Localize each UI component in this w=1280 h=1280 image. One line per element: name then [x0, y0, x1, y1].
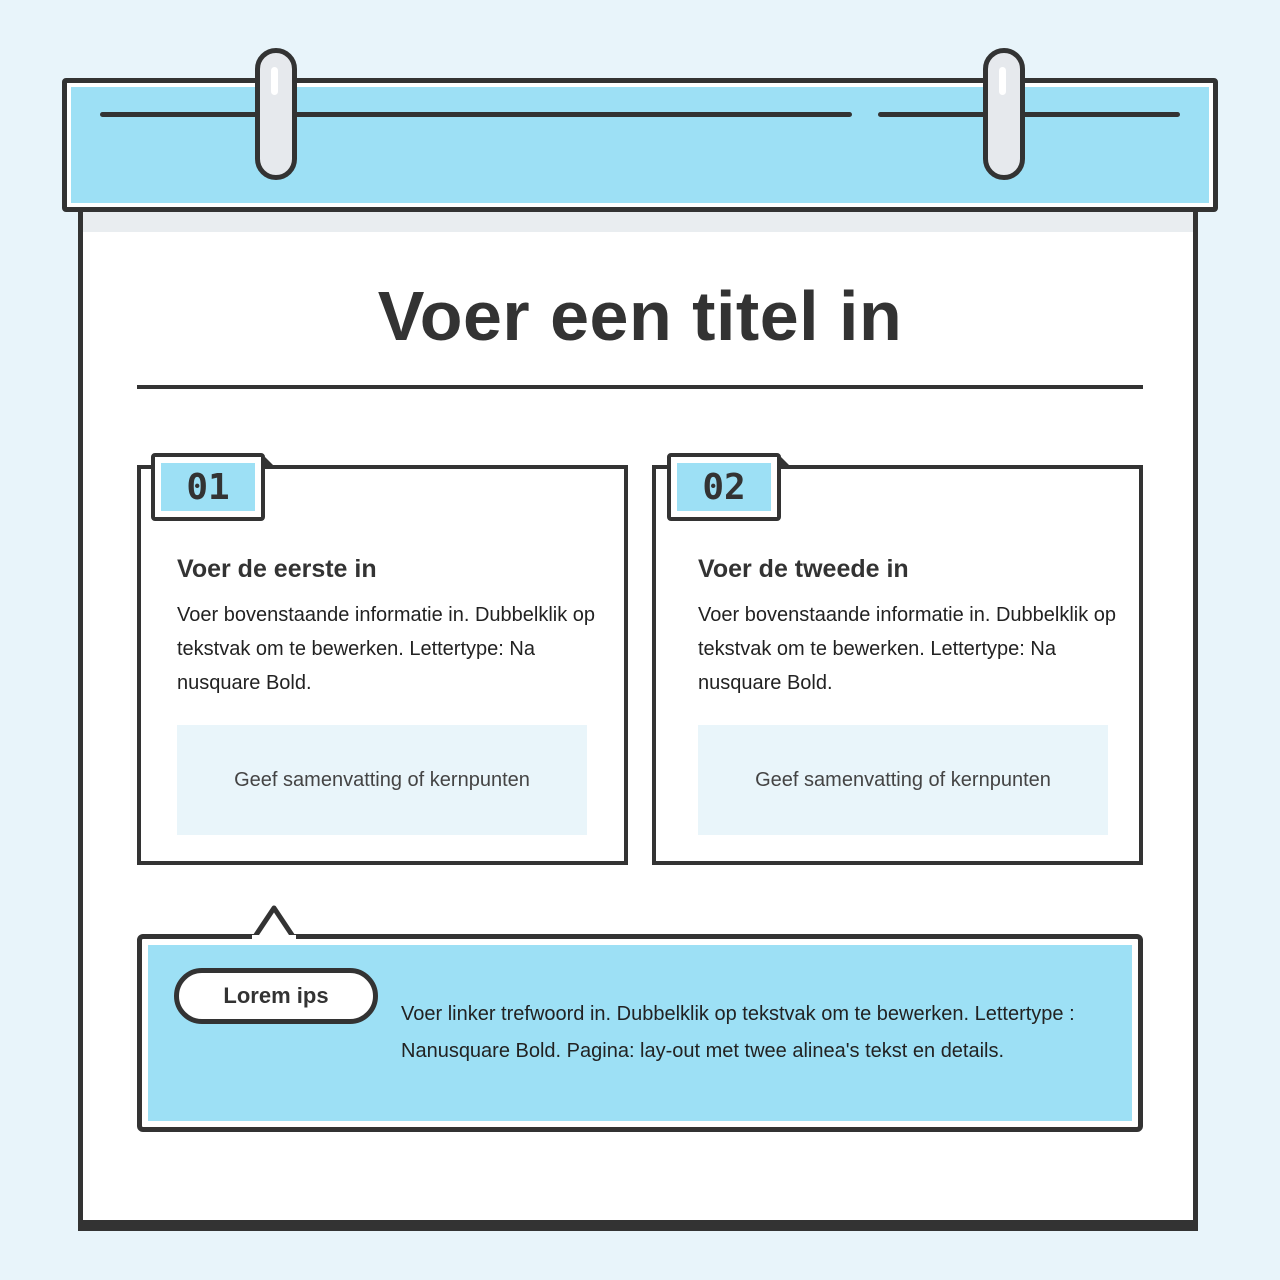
tab-fold-corner: [777, 453, 791, 467]
callout-keyword-label: Lorem ips: [223, 983, 329, 1008]
summary-box-second[interactable]: [698, 725, 1108, 835]
card-number-tab-first: [151, 453, 265, 521]
summary-text-second: Geef samenvatting of kernpunten: [755, 768, 1051, 791]
card-heading-second[interactable]: Voer de tweede in: [698, 555, 909, 583]
summary-box-first[interactable]: [177, 725, 587, 835]
callout-pointer-icon: [252, 904, 296, 940]
summary-text-first: Geef samenvatting of kernpunten: [234, 768, 530, 791]
binder-ring-left: [255, 48, 297, 180]
header-bar-fill: [71, 87, 1209, 203]
card-number-first[interactable]: 01: [161, 463, 255, 511]
callout-keyword-pill[interactable]: [174, 968, 378, 1024]
header-line-left: [100, 112, 852, 117]
title-divider: [137, 385, 1143, 389]
card-body-second[interactable]: Voer bovenstaande informatie in. Dubbelklik op tekstvak om te bewerken. Lettertype: Na nusquare Bold.: [698, 604, 1117, 694]
card-number-tab-second: [667, 453, 781, 521]
callout-text[interactable]: Voer linker trefwoord in. Dubbelklik op tekstvak om te bewerken. Lettertype : Nanusquare Bold. Pagina: lay-out met twee alinea's tekst en details.: [401, 1003, 1075, 1062]
card-body-first[interactable]: Voer bovenstaande informatie in. Dubbelklik op tekstvak om te bewerken. Lettertype: Na nusquare Bold.: [177, 604, 596, 694]
card-heading-first[interactable]: Voer de eerste in: [177, 555, 377, 583]
header-line-right: [878, 112, 1180, 117]
page-title[interactable]: Voer een titel in: [377, 277, 903, 355]
board-shadow: [83, 210, 1193, 232]
calendar-header-bar: [62, 78, 1218, 212]
tab-fold-corner: [261, 453, 275, 467]
card-number-second[interactable]: 02: [677, 463, 771, 511]
binder-ring-right: [983, 48, 1025, 180]
